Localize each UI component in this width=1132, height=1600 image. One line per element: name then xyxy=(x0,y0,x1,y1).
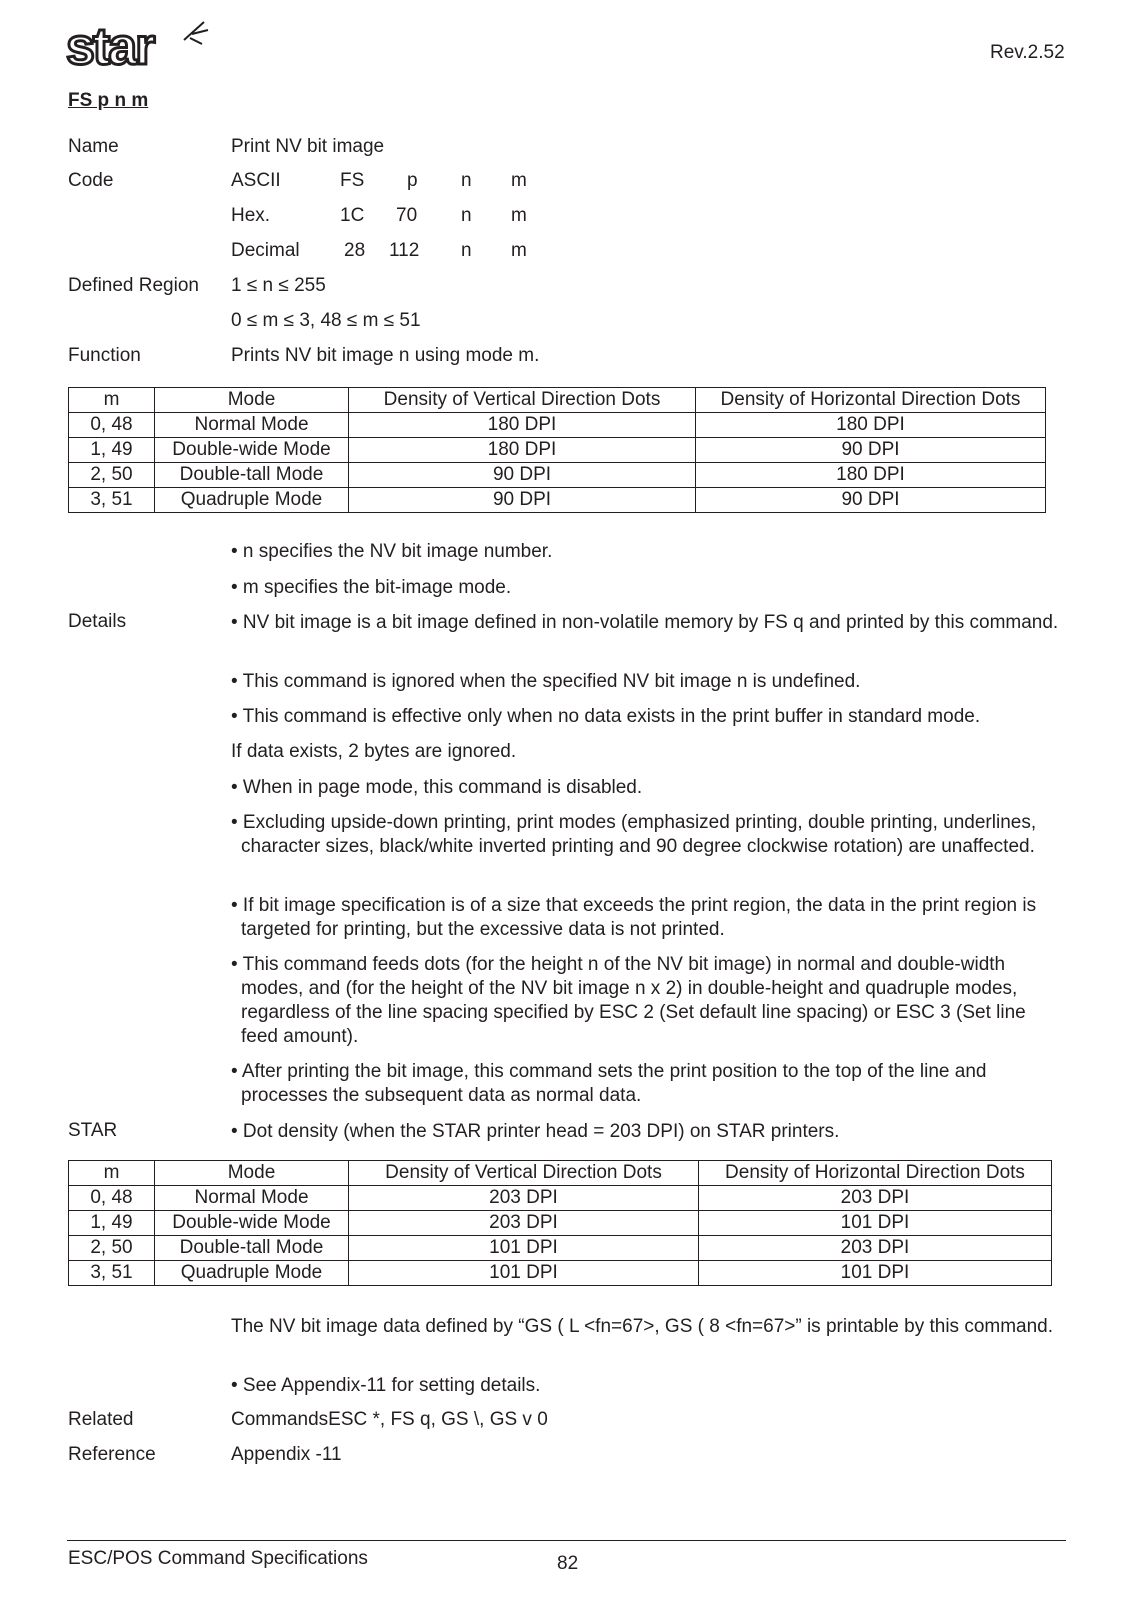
details-item: • If bit image specification is of a size that exceeds the print region, the data in the print region is targeted for printing, but the excessive data is not printed. xyxy=(231,895,1037,940)
table-row xyxy=(69,1211,1052,1236)
reference-value: Appendix -11 xyxy=(231,1444,342,1465)
defined-region-n: 1 ≤ n ≤ 255 xyxy=(231,275,326,296)
table-cell: 101 DPI xyxy=(699,1211,1052,1236)
name-value: Print NV bit image xyxy=(231,136,385,157)
star-logo xyxy=(66,20,216,78)
details-item: • m specifies the bit-image mode. xyxy=(231,577,512,598)
table-cell: 1, 49 xyxy=(69,438,155,463)
related-label: Related xyxy=(68,1409,134,1430)
table-header: Density of Vertical Direction Dots xyxy=(349,388,696,413)
table-cell: 0, 48 xyxy=(69,413,155,438)
table-cell: Normal Mode xyxy=(155,413,349,438)
table-cell: 2, 50 xyxy=(69,1236,155,1261)
table-cell: 90 DPI xyxy=(349,463,696,488)
details-label: Details xyxy=(68,611,127,632)
details-item: • n specifies the NV bit image number. xyxy=(231,541,553,562)
page-number: 82 xyxy=(557,1553,579,1574)
code-row-hex: Hex. 1C 70 n m xyxy=(231,205,527,226)
details-item: • This command feeds dots (for the height n of the NV bit image) in normal and double-width modes, and (for the height of the NV bit image n x 2) in double-height and quadruple modes, regardless of the line spacing specified by ESC 2 (Set default line spacing) or ESC 3 (Set line feed amount). xyxy=(231,954,1026,1047)
table-cell: 203 DPI xyxy=(349,1211,699,1236)
function-value: Prints NV bit image n using mode m. xyxy=(231,345,540,366)
code-label: Code xyxy=(68,170,114,191)
table-cell: 180 DPI xyxy=(696,463,1046,488)
details-item: • After printing the bit image, this command sets the print position to the top of the line and processes the subsequent data as normal data. xyxy=(231,1061,987,1106)
table-header: Density of Horizontal Direction Dots xyxy=(699,1161,1052,1186)
reference-label: Reference xyxy=(68,1444,156,1465)
table-cell: 1, 49 xyxy=(69,1211,155,1236)
table-header: Mode xyxy=(155,388,349,413)
table-row xyxy=(69,463,1046,488)
command-heading: FS p n m xyxy=(68,90,149,111)
table-cell: 101 DPI xyxy=(699,1261,1052,1286)
table-cell: 0, 48 xyxy=(69,1186,155,1211)
table-row xyxy=(69,413,1046,438)
density-table-star xyxy=(68,1160,1052,1286)
table-cell: 203 DPI xyxy=(349,1186,699,1211)
table-cell: 3, 51 xyxy=(69,1261,155,1286)
table-cell: 3, 51 xyxy=(69,488,155,513)
details-item: • This command is effective only when no data exists in the print buffer in standard mode. xyxy=(231,706,981,727)
table-cell: 203 DPI xyxy=(699,1186,1052,1211)
table-header: Density of Vertical Direction Dots xyxy=(349,1161,699,1186)
table-row xyxy=(69,1261,1052,1286)
function-label: Function xyxy=(68,345,141,366)
details-item: • Excluding upside-down printing, print modes (emphasized printing, double printing, underlines, character sizes, black/white inverted printing and 90 degree clockwise rotation) are unaffected. xyxy=(231,812,1037,857)
table-cell: 2, 50 xyxy=(69,463,155,488)
table-row xyxy=(69,1186,1052,1211)
table-cell: 101 DPI xyxy=(349,1236,699,1261)
table-row xyxy=(69,488,1046,513)
table-cell: 180 DPI xyxy=(349,413,696,438)
defined-region-label: Defined Region xyxy=(68,275,199,296)
table-row xyxy=(69,1236,1052,1261)
details-item: • NV bit image is a bit image defined in non-volatile memory by FS q and printed by this command. xyxy=(231,612,1059,633)
table-cell: 90 DPI xyxy=(696,438,1046,463)
table-cell: Quadruple Mode xyxy=(155,488,349,513)
table-header-row xyxy=(69,388,1046,413)
table-cell: Quadruple Mode xyxy=(155,1261,349,1286)
nv-data-note: The NV bit image data defined by “GS ( L <fn=67>, GS ( 8 <fn=67>” is printable by this command. xyxy=(231,1316,1054,1337)
table-header: m xyxy=(69,1161,155,1186)
details-item: If data exists, 2 bytes are ignored. xyxy=(231,741,517,762)
appendix-note: • See Appendix-11 for setting details. xyxy=(231,1375,541,1396)
table-row xyxy=(69,438,1046,463)
code-row-decimal: Decimal 28 112 n m xyxy=(231,240,527,261)
footer-divider xyxy=(67,1540,1066,1541)
density-table-standard xyxy=(68,387,1046,513)
table-header: Mode xyxy=(155,1161,349,1186)
name-label: Name xyxy=(68,136,119,157)
table-cell: Normal Mode xyxy=(155,1186,349,1211)
table-cell: Double-tall Mode xyxy=(155,463,349,488)
related-value: CommandsESC *, FS q, GS \, GS v 0 xyxy=(231,1409,548,1430)
defined-region-m: 0 ≤ m ≤ 3, 48 ≤ m ≤ 51 xyxy=(231,310,421,331)
table-header-row xyxy=(69,1161,1052,1186)
table-cell: 203 DPI xyxy=(699,1236,1052,1261)
table-cell: 180 DPI xyxy=(696,413,1046,438)
star-label: STAR xyxy=(68,1120,118,1141)
revision-label: Rev.2.52 xyxy=(990,42,1065,63)
table-cell: Double-wide Mode xyxy=(155,1211,349,1236)
svg-text:star: star xyxy=(66,20,154,72)
code-row-ascii: ASCII FS p n m xyxy=(231,170,527,191)
table-cell: Double-wide Mode xyxy=(155,438,349,463)
table-header: m xyxy=(69,388,155,413)
details-item: • This command is ignored when the specified NV bit image n is undefined. xyxy=(231,671,861,692)
table-cell: 90 DPI xyxy=(349,488,696,513)
table-cell: 90 DPI xyxy=(696,488,1046,513)
table-cell: 101 DPI xyxy=(349,1261,699,1286)
table-header: Density of Horizontal Direction Dots xyxy=(696,388,1046,413)
star-note: • Dot density (when the STAR printer head = 203 DPI) on STAR printers. xyxy=(231,1121,840,1142)
footer-title: ESC/POS Command Specifications xyxy=(68,1548,368,1569)
table-cell: Double-tall Mode xyxy=(155,1236,349,1261)
table-cell: 180 DPI xyxy=(349,438,696,463)
details-item: • When in page mode, this command is disabled. xyxy=(231,777,643,798)
